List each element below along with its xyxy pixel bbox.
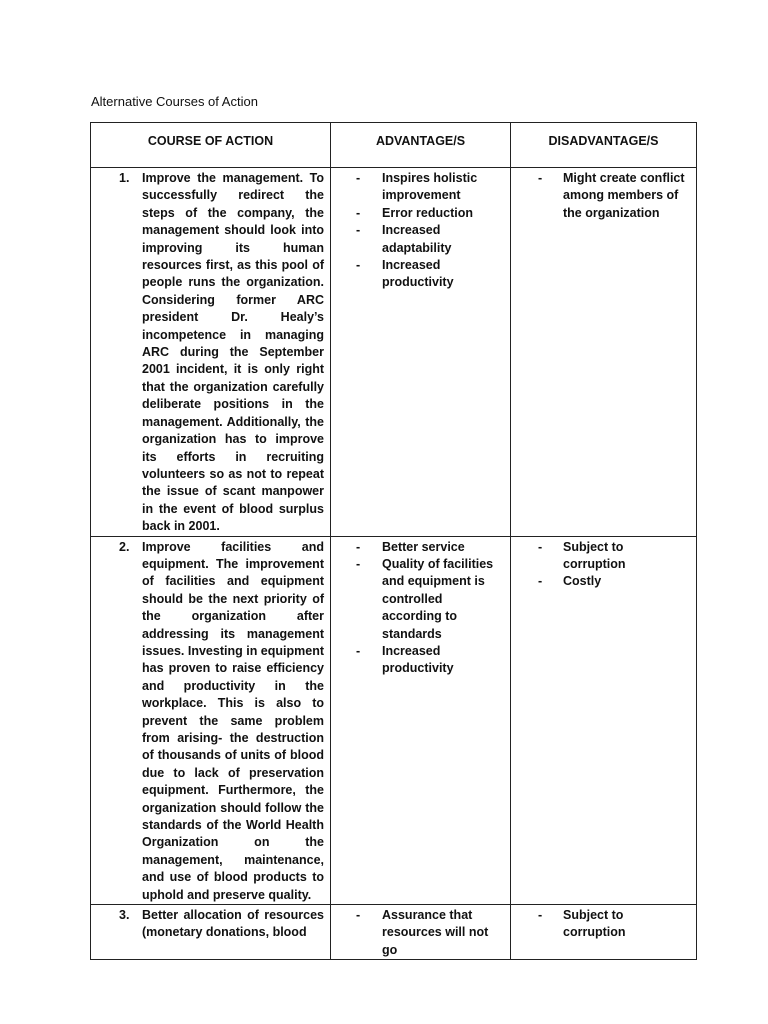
advantages-list	[331, 905, 510, 959]
advantage-text: Quality of facilities and equipment is controlled according to standards	[382, 556, 494, 641]
courses-of-action-table	[90, 122, 697, 960]
advantages-list	[331, 168, 510, 292]
list-item	[538, 539, 688, 574]
advantage-text: Increased productivity	[382, 643, 454, 676]
list-item	[356, 556, 502, 643]
list-item	[356, 257, 502, 292]
advantage-text: Increased productivity	[382, 258, 454, 290]
disadvantages-list	[511, 905, 696, 942]
list-item	[538, 170, 688, 222]
bullet-marker: -	[356, 171, 361, 185]
disadvantages-cell	[511, 905, 697, 960]
bullet-marker: -	[356, 205, 361, 220]
table-row	[91, 905, 697, 960]
bullet-marker: -	[538, 171, 543, 185]
list-item	[356, 222, 502, 257]
course-text: Improve the management. To successfully redirect the steps of the company, the management should look into improving its human resources first, as this pool of people runs the organization. Considering former ARC president Dr. Healy’s incompetence in managing ARC during the September 2001 incident, it is only right that the organization carefully deliberate positions in the management. Additionally, the organization has to improve its efforts in recruiting volunteers so as not to repeat the issue of scant manpower in the event of blood surplus back in 2001.	[142, 171, 324, 534]
bullet-marker: -	[356, 258, 361, 273]
bullet-marker: -	[538, 908, 543, 923]
table-row	[91, 536, 697, 905]
disadvantage-text: Subject to corruption	[563, 539, 626, 571]
advantage-text: Increased adaptability	[382, 223, 452, 255]
advantage-text: Error reduction	[382, 205, 473, 220]
bullet-marker: -	[356, 908, 361, 923]
bullet-marker: -	[538, 574, 543, 589]
header-disadvantages: DISADVANTAGE/S	[511, 123, 697, 168]
advantages-cell	[331, 905, 511, 960]
header-course-of-action: COURSE OF ACTION	[91, 123, 331, 168]
list-item	[356, 170, 502, 205]
disadvantages-list	[511, 168, 696, 222]
bullet-marker: -	[356, 223, 361, 238]
disadvantages-cell	[511, 168, 697, 537]
list-item	[538, 573, 688, 590]
advantage-text: Better service	[382, 539, 465, 554]
course-number: 2.	[119, 539, 130, 554]
bullet-marker: -	[356, 643, 361, 658]
bullet-marker: -	[538, 539, 543, 554]
bullet-marker: -	[356, 556, 361, 571]
list-item	[356, 907, 502, 959]
advantage-text: Inspires holistic improvement	[382, 171, 478, 203]
table-header-row	[91, 123, 697, 168]
disadvantage-text: Costly	[563, 574, 602, 589]
disadvantages-cell	[511, 536, 697, 905]
document-title: Alternative Courses of Action	[91, 94, 258, 109]
bullet-marker: -	[356, 539, 361, 554]
disadvantage-text: Subject to corruption	[563, 908, 626, 940]
list-item	[356, 643, 502, 678]
advantages-cell	[331, 168, 511, 537]
advantages-list	[331, 537, 510, 678]
course-number: 1.	[119, 171, 130, 185]
header-advantages: ADVANTAGE/S	[331, 123, 511, 168]
advantage-text: Assurance that resources will not go	[382, 908, 489, 957]
list-item	[538, 907, 688, 942]
course-cell	[91, 168, 331, 537]
table-row	[91, 168, 697, 537]
disadvantage-text: Might create conflict among members of the organization	[563, 171, 685, 220]
list-item	[356, 539, 502, 556]
course-cell	[91, 905, 331, 960]
advantages-cell	[331, 536, 511, 905]
course-text: Improve facilities and equipment. The improvement of facilities and equipment should be the next priority of the organization after addressing its management issues. Investing in equipment has proven to raise efficiency and productivity in the workplace. This is also to prevent the same problem from arising- the destruction of thousands of units of blood due to lack of preservation equipment. Furthermore, the organization should follow the standards of the World Health Organization on the management, maintenance, and use of blood products to uphold and preserve quality.	[142, 539, 324, 902]
disadvantages-list	[511, 537, 696, 591]
list-item	[356, 205, 502, 222]
course-number: 3.	[119, 908, 130, 923]
course-text: Better allocation of resources (monetary donations, blood	[142, 908, 324, 940]
course-cell	[91, 536, 331, 905]
